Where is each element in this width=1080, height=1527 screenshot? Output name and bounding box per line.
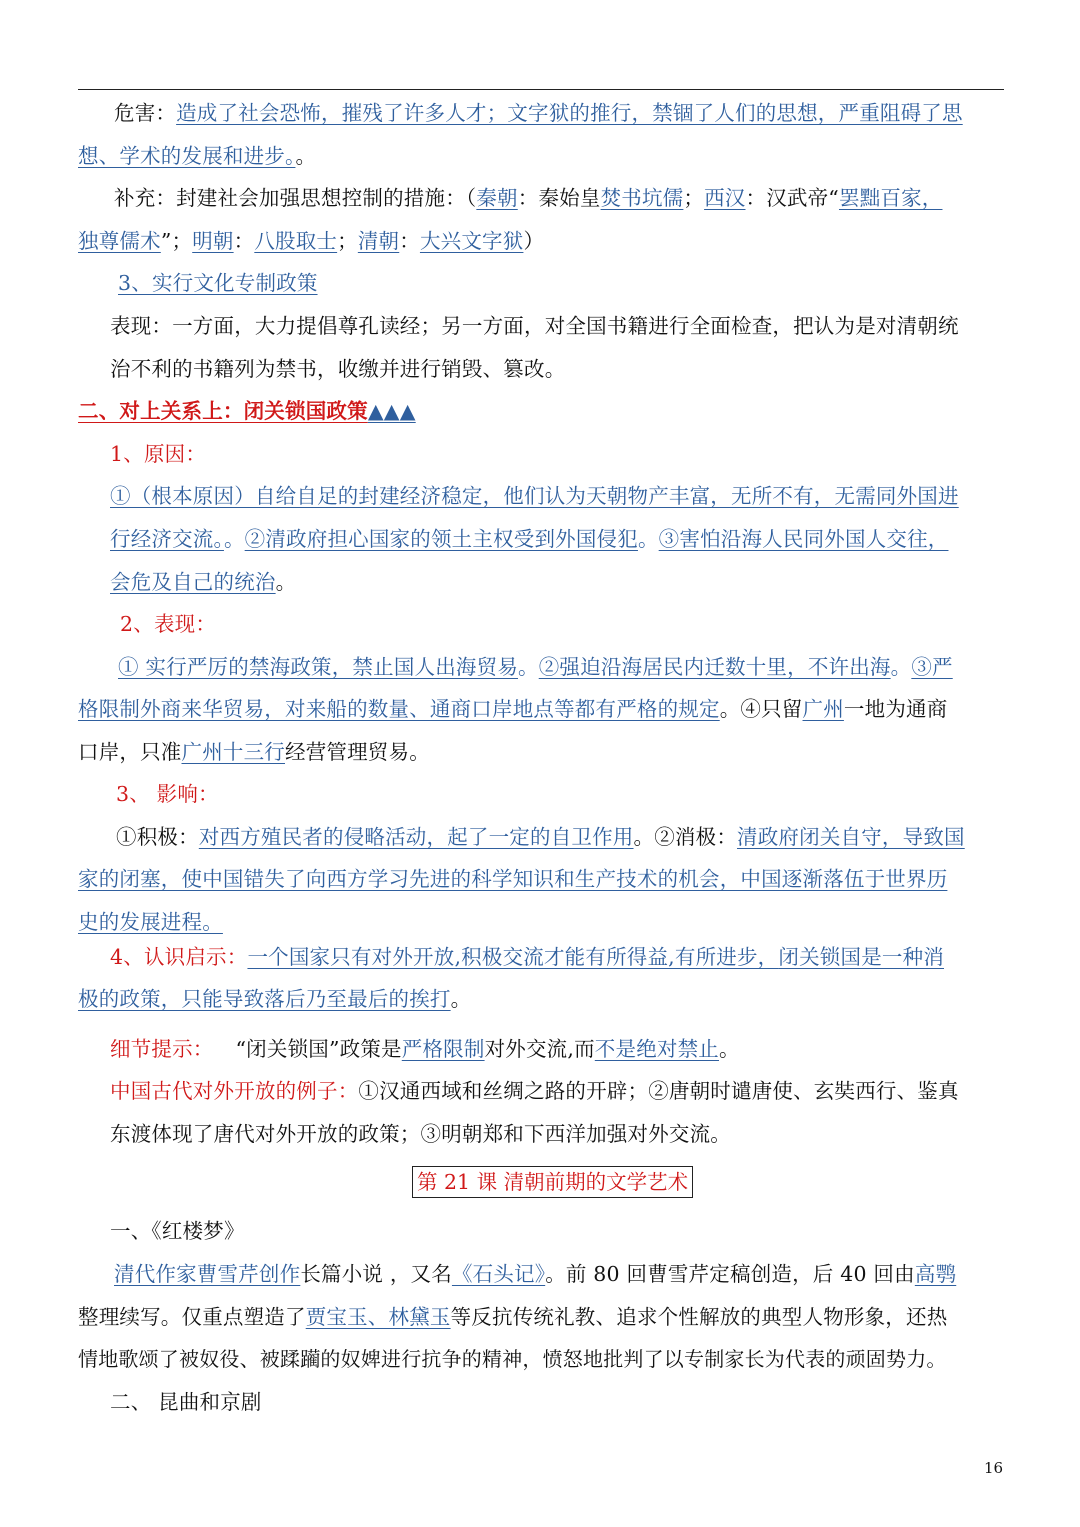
examples-text-1: ①汉通西域和丝绸之路的开辟；②唐朝时谴唐使、玄奘西行、鉴真 <box>358 1079 959 1103</box>
impact-text-1b: 对西方殖民者的侵略活动，起了一定的自卫作用 <box>198 825 634 849</box>
lesson-line-2 <box>78 984 471 1014</box>
hlm-text-1d: 。前 80 回曹雪芹定稿创造，后 40 回由 <box>545 1262 915 1286</box>
hlm-text-1c: 《石头记》 <box>451 1262 546 1286</box>
header-rule <box>78 89 1004 90</box>
supplement-line-2 <box>78 226 544 256</box>
supplement-ming: 明朝 <box>192 229 234 253</box>
manifest-title: 2、表现： <box>120 612 217 636</box>
manifest-text-1a: ① 实行严厉的禁海政策，禁止国人出海贸易 <box>118 655 519 679</box>
impact-text-1c: 。②消极： <box>633 825 738 849</box>
reason-line-1: ①（根本原因）自给自足的封建经济稳定，他们认为天朝物产丰富，无所不有，无需同外国进 <box>110 484 959 508</box>
supplement-qin-act: 焚书坑儒 <box>600 186 684 210</box>
harm-text-2: 想、学术的发展和进步。 <box>78 144 296 168</box>
manifest-line-2 <box>78 694 947 724</box>
manifest-text-2a: 格限制外商来华贸易，对来船的数量、通商口岸地点等都有严格的规定 <box>78 697 720 721</box>
reason-line-3 <box>110 567 296 597</box>
supplement-mid: ”； <box>160 229 193 253</box>
supplement-qing: 清朝 <box>357 229 400 253</box>
lesson-line-1 <box>110 942 944 972</box>
supplement-sep1: ； <box>683 186 705 210</box>
lesson-text-1b: 闭关锁国是一种消 <box>778 945 944 969</box>
reason-text-3b: 。 <box>275 570 297 594</box>
supplement-colon2: ： <box>399 229 420 253</box>
lesson-text-2a: 极的政策，只能导致落后乃至最后的挨打 <box>78 987 451 1011</box>
triangle-marks: ▲▲▲ <box>367 399 416 423</box>
lesson-text-2b: 。 <box>450 987 472 1011</box>
supplement-xihan-act2: 独尊儒术 <box>78 229 161 253</box>
impact-line-3: 史的发展进程。 <box>78 910 223 934</box>
impact-text-1d: 清政府闭关自守，导致国 <box>737 825 965 849</box>
lesson-title: 4、认识启示： <box>110 945 248 969</box>
hlm-text-2c: 等反抗传统礼教、追求个性解放的典型人物形象，还热 <box>450 1305 948 1329</box>
page-number: 16 <box>984 1459 1004 1477</box>
examples-line-2: 东渡体现了唐代对外开放的政策；③明朝郑和下西洋加强对外交流。 <box>110 1122 731 1146</box>
detail-text-3: 对外交流,而 <box>484 1037 595 1061</box>
manifest-text-3b: 广州十三行 <box>181 740 285 764</box>
harm-line-2 <box>78 141 316 171</box>
part2-title-text: 二、对上关系上：闭关锁国政策 <box>78 399 368 423</box>
hongloumeng-title: 一、《红楼梦》 <box>110 1219 245 1243</box>
section-3-line-1: 表现：一方面，大力提倡尊孔读经；另一方面，对全国书籍进行全面检查，把认为是对清朝统 <box>110 314 959 338</box>
examples-line-1 <box>110 1076 959 1106</box>
lesson-text-1a: 一个国家只有对外开放,积极交流才能有所得益,有所进步， <box>247 945 779 969</box>
harm-end: 。 <box>295 144 317 168</box>
hongloumeng-line-3: 情地歌颂了被奴役、被蹂躏的奴婢进行抗争的精神，愤怒地批判了以专制家长为代表的顽固势力。 <box>78 1347 947 1371</box>
detail-text-1: “闭关锁国”政策是 <box>235 1037 402 1061</box>
manifest-text-1b: 。 <box>518 655 539 679</box>
hlm-text-1b: 长篇小说 ，又名 <box>300 1262 452 1286</box>
impact-line-2: 家的闭塞，使中国错失了向西方学习先进的科学知识和生产技术的机会，中国逐渐落伍于世界历 <box>78 867 948 891</box>
hongloumeng-line-1 <box>114 1259 956 1289</box>
hongloumeng-line-2 <box>78 1302 947 1332</box>
hlm-text-1a: 清代作家曹雪芹创作 <box>114 1262 301 1286</box>
manifest-text-1e: ③严 <box>911 655 953 679</box>
supplement-qin-text: ：秦始皇 <box>517 186 601 210</box>
manifest-line-1 <box>118 652 953 682</box>
reason-text-2c: ②清政府担心国家的领土主权受到外国侵犯 <box>244 527 638 551</box>
reason-text-2b: 。 <box>223 527 245 551</box>
supplement-close: ） <box>523 229 545 253</box>
supplement-xihan-text: ：汉武帝“ <box>745 186 839 210</box>
manifest-text-1c: ②强迫沿海居民内迁数十里，不许出海 <box>538 655 891 679</box>
reason-text-2d: 。 <box>637 527 659 551</box>
reason-text-3a: 会危及自己的统治 <box>110 570 276 594</box>
supplement-xihan: 西汉 <box>704 186 746 210</box>
impact-title: 3、 影响： <box>116 782 219 806</box>
kunqu-title: 二、 昆曲和京剧 <box>110 1390 262 1414</box>
detail-label: 细节提示： <box>110 1037 214 1061</box>
part2-title <box>78 396 416 426</box>
manifest-text-3c: 经营管理贸易。 <box>285 740 430 764</box>
manifest-text-2c: 广州 <box>802 697 844 721</box>
impact-text-1a: ①积极： <box>116 825 199 849</box>
manifest-text-1d: 。 <box>890 655 912 679</box>
hlm-text-2b: 贾宝玉、林黛玉 <box>305 1305 451 1329</box>
harm-label: 危害： <box>114 101 177 125</box>
supplement-ming-act: 八股取士 <box>254 229 338 253</box>
detail-text-2: 严格限制 <box>401 1037 485 1061</box>
hlm-text-2a: 整理续写。仅重点塑造了 <box>78 1305 306 1329</box>
supplement-line-1 <box>114 183 942 213</box>
manifest-text-3a: 口岸，只准 <box>78 740 182 764</box>
supplement-qing-act: 大兴文字狱 <box>419 229 524 253</box>
manifest-text-2b: 。④只留 <box>719 697 803 721</box>
detail-text-4: 不是绝对禁止 <box>594 1037 719 1061</box>
reason-title: 1、原因： <box>110 442 207 466</box>
harm-text-1: 造成了社会恐怖，摧残了许多人才；文字狱的推行，禁锢了人们的思想，严重阻碍了思 <box>176 101 963 125</box>
section-3-line-2: 治不利的书籍列为禁书，收缴并进行销毁、篡改。 <box>110 357 566 381</box>
supplement-sep2: ； <box>337 229 358 253</box>
manifest-line-3 <box>78 737 430 767</box>
lesson-21-title: 第 21 课 清朝前期的文学艺术 <box>412 1166 693 1198</box>
supplement-colon: ： <box>233 229 255 253</box>
section-3-title: 3、实行文化专制政策 <box>118 271 318 295</box>
hlm-text-1e: 高鹗 <box>914 1262 957 1286</box>
impact-line-1 <box>116 822 965 852</box>
reason-text-2a: 行经济交流。 <box>110 527 224 551</box>
supplement-intro: 补充：封建社会加强思想控制的措施：（ <box>114 186 477 210</box>
reason-text-2e: ③害怕沿海人民同外国人交往， <box>658 527 949 551</box>
supplement-xihan-act1: 罢黜百家， <box>838 186 943 210</box>
detail-line <box>110 1034 740 1064</box>
supplement-qin: 秦朝 <box>476 186 518 210</box>
harm-line-1 <box>114 98 963 128</box>
detail-text-5: 。 <box>719 1037 740 1061</box>
manifest-text-2d: 一地为通商 <box>843 697 948 721</box>
examples-label: 中国古代对外开放的例子： <box>110 1079 359 1103</box>
reason-line-2 <box>110 524 948 554</box>
